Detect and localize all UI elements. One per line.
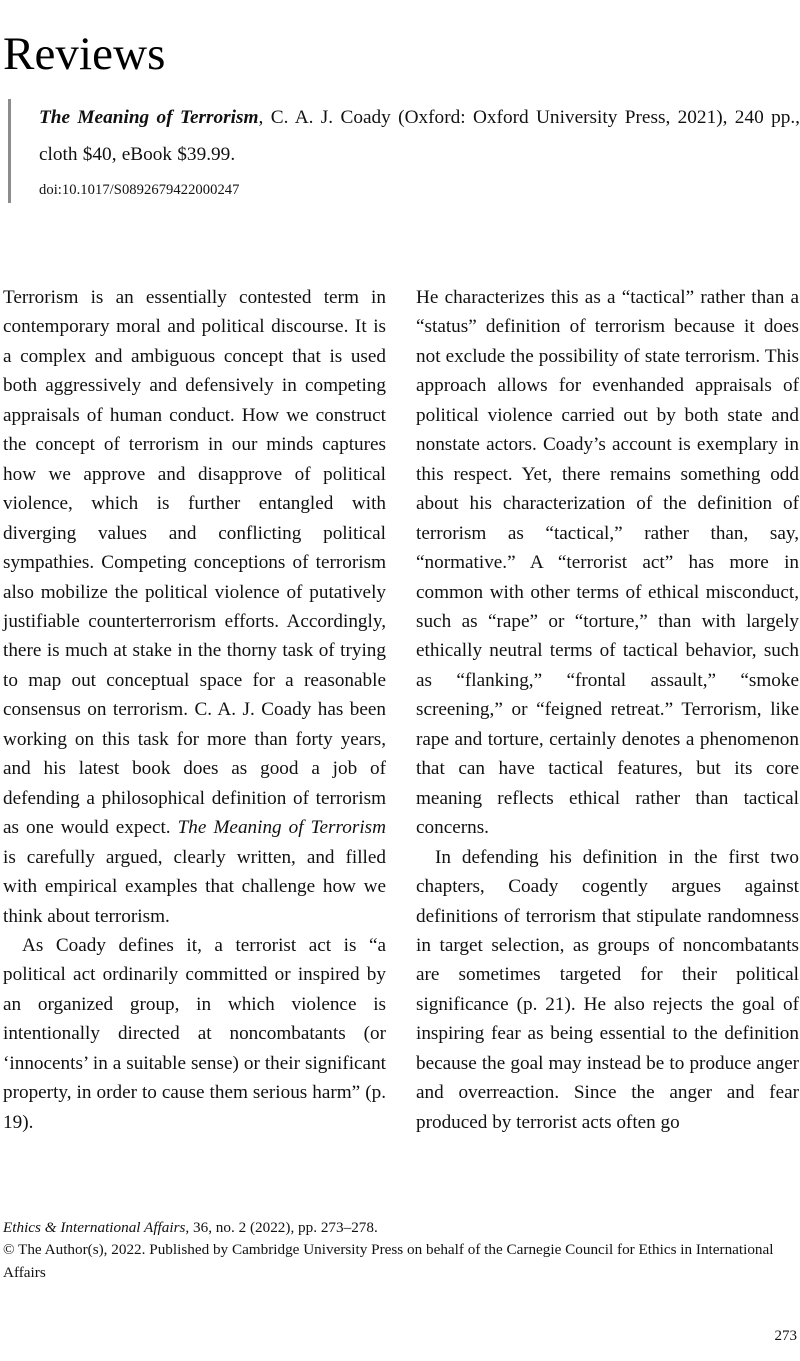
journal-reference <box>3 1217 798 1239</box>
inline-book-title: The Meaning of Terrorism <box>177 817 386 839</box>
journal-issue: , 36, no. 2 (2022), pp. 273–278. <box>185 1219 378 1236</box>
column-left <box>3 283 386 1183</box>
book-citation <box>39 99 800 173</box>
page-title: Reviews <box>3 28 166 81</box>
paragraph: As Coady defines it, a terrorist act is “a political act ordinarily committed or inspired by an organized group, in which violence is intentionally directed at noncombatants (or ‘innocents’ in a suitable sense) or their significant property, in order to cause them serious harm” (p. 19). <box>3 934 386 1133</box>
paragraph <box>3 283 386 931</box>
book-citation-details: , C. A. J. Coady (Oxford: Oxford University Press, 2021), 240 pp., cloth $40, eBook $39.99. <box>39 107 800 165</box>
journal-name: Ethics & International Affairs <box>3 1219 186 1236</box>
article-body <box>3 283 798 1183</box>
copyright-notice: © The Author(s), 2022. Published by Cambridge University Press on behalf of the Carnegie Council for Ethics in International Affairs <box>3 1241 774 1281</box>
doi-link[interactable]: doi:10.1017/S0892679422000247 <box>39 182 240 198</box>
page-footer <box>3 1217 798 1284</box>
book-title: The Meaning of Terrorism <box>39 107 259 128</box>
paragraph-text: Terrorism is an essentially contested term in contemporary moral and political discourse. It is a complex and ambiguous concept that is used both aggressively and defensively in competing appraisals of human conduct. How we construct the concept of terrorism in our minds captures how we approve and disapprove of political violence, which is further entangled with diverging values and conflicting political sympathies. Competing conceptions of terrorism also mobilize the political violence of putatively justifiable counterterrorism efforts. Accordingly, there is much at stake in the thorny task of trying to map out conceptual space for a reasonable consensus on terrorism. C. A. J. Coady has been working on this task for more than forty years, and his latest book does as good a job of defending a philosophical definition of terrorism as one would expect. <box>3 287 386 839</box>
paragraph: He characterizes this as a “tactical” rather than a “status” definition of terrorism because it does not exclude the possibility of state terrorism. This approach allows for evenhanded appraisals of political violence carried out by both state and nonstate actors. Coady’s account is exemplary in this respect. Yet, there remains something odd about his characterization of the definition of terrorism as “tactical,” rather than, say, “normative.” A “terrorist act” has more in common with other terms of ethical misconduct, such as “rape” or “torture,” than with largely ethically neutral terms of tactical behavior, such as “flanking,” “frontal assault,” “smoke screening,” or “feigned retreat.” Terrorism, like rape and torture, certainly denotes a phenomenon that can have tactical features, but its core meaning reflects ethical rather than tactical concerns. <box>416 287 799 839</box>
paragraph: In defending his definition in the first two chapters, Coady cogently argues against definitions of terrorism that stipulate randomness in target selection, as groups of noncombatants are sometimes targeted for their political significance (p. 21). He also rejects the goal of inspiring fear as being essential to the definition because the goal may instead be to produce anger and overreaction. Since the anger and fear produced by terrorist acts often go <box>416 846 799 1133</box>
paragraph-tail: is carefully argued, clearly written, and filled with empirical examples that challenge how we think about terrorism. <box>3 846 386 927</box>
book-entry <box>8 99 800 203</box>
column-right <box>416 283 799 1183</box>
page-number: 273 <box>774 1328 797 1344</box>
